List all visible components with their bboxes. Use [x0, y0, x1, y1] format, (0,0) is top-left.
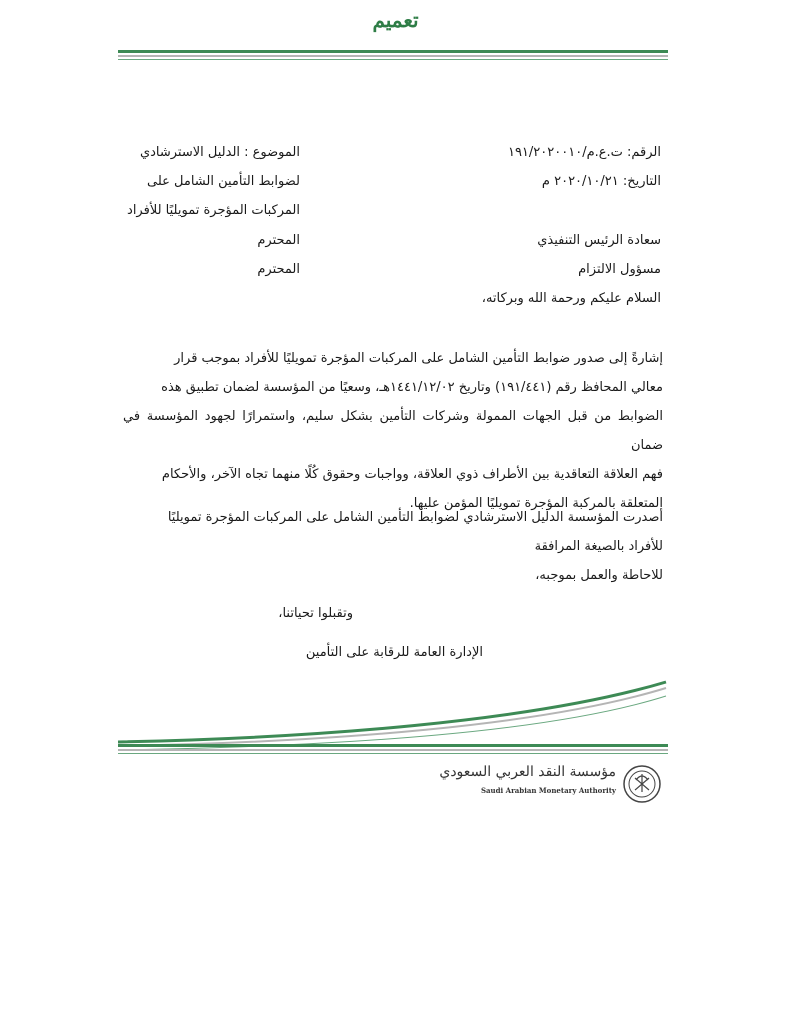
- subject-line-3: المركبات المؤجرة تمويليًا للأفراد: [127, 203, 300, 218]
- body-line: المتعلقة بالمركبة المؤجرة تمويليًا المؤمن عليها.: [409, 496, 663, 511]
- body-line: فهم العلاقة التعاقدية بين الأطراف ذوي العلاقة، وواجبات وحقوق كُلًا منهما تجاه الآخر، والأحكام: [161, 467, 663, 482]
- reference-number: الرقم: ت.ع.م/١٩١/٢٠٢٠٠١٠: [507, 145, 661, 160]
- emblem-icon: [622, 764, 662, 804]
- recipient-name: مسؤول الالتزام: [578, 262, 661, 277]
- header-divider: [118, 50, 668, 60]
- signature-department: الإدارة العامة للرقابة على التأمين: [305, 645, 483, 660]
- body-paragraph-1: [123, 344, 663, 518]
- logo-english-text: Saudi Arabian Monetary Authority: [480, 786, 616, 795]
- recipient-title: المحترم: [257, 262, 300, 277]
- body-line: للاحاطة والعمل بموجبه،: [535, 568, 663, 583]
- subject-line-2: لضوابط التأمين الشامل على: [147, 174, 300, 189]
- logo-arabic-text: مؤسسة النقد العربي السعودي: [439, 764, 616, 780]
- subject-line-1: الموضوع : الدليل الاسترشادي: [139, 145, 300, 160]
- closing-regards: وتقبلوا تحياتنا،: [278, 606, 353, 621]
- body-line: أصدرت المؤسسة الدليل الاسترشادي لضوابط التأمين الشامل على المركبات المؤجرة تمويليًا: [167, 510, 663, 525]
- reference-date: التاريخ: ٢٠٢٠/١٠/٢١ م: [541, 174, 661, 189]
- sama-logo: [400, 764, 662, 804]
- memo-title: تعميم: [372, 8, 419, 32]
- body-paragraph-2: [123, 503, 663, 590]
- body-line: إشارةً إلى صدور ضوابط التأمين الشامل على المركبات المؤجرة تمويليًا للأفراد بموجب قرار: [174, 351, 663, 366]
- body-line: معالي المحافظ رقم (١٩١/٤٤١) وتاريخ ١٤٤١/١٢/٠٢هـ، وسعيًا من المؤسسة لضمان تطبيق هذه: [161, 380, 663, 395]
- body-line: الضوابط من قبل الجهات الممولة وشركات التأمين بشكل سليم، واستمرارًا لجهود المؤسسة في ضمان: [123, 409, 663, 453]
- greeting: السلام عليكم ورحمة الله وبركاته،: [481, 291, 661, 306]
- footer-divider: [118, 744, 668, 754]
- recipient-name: سعادة الرئيس التنفيذي: [537, 233, 661, 248]
- recipient-title: المحترم: [257, 233, 300, 248]
- body-line: للأفراد بالصيغة المرافقة: [534, 539, 663, 554]
